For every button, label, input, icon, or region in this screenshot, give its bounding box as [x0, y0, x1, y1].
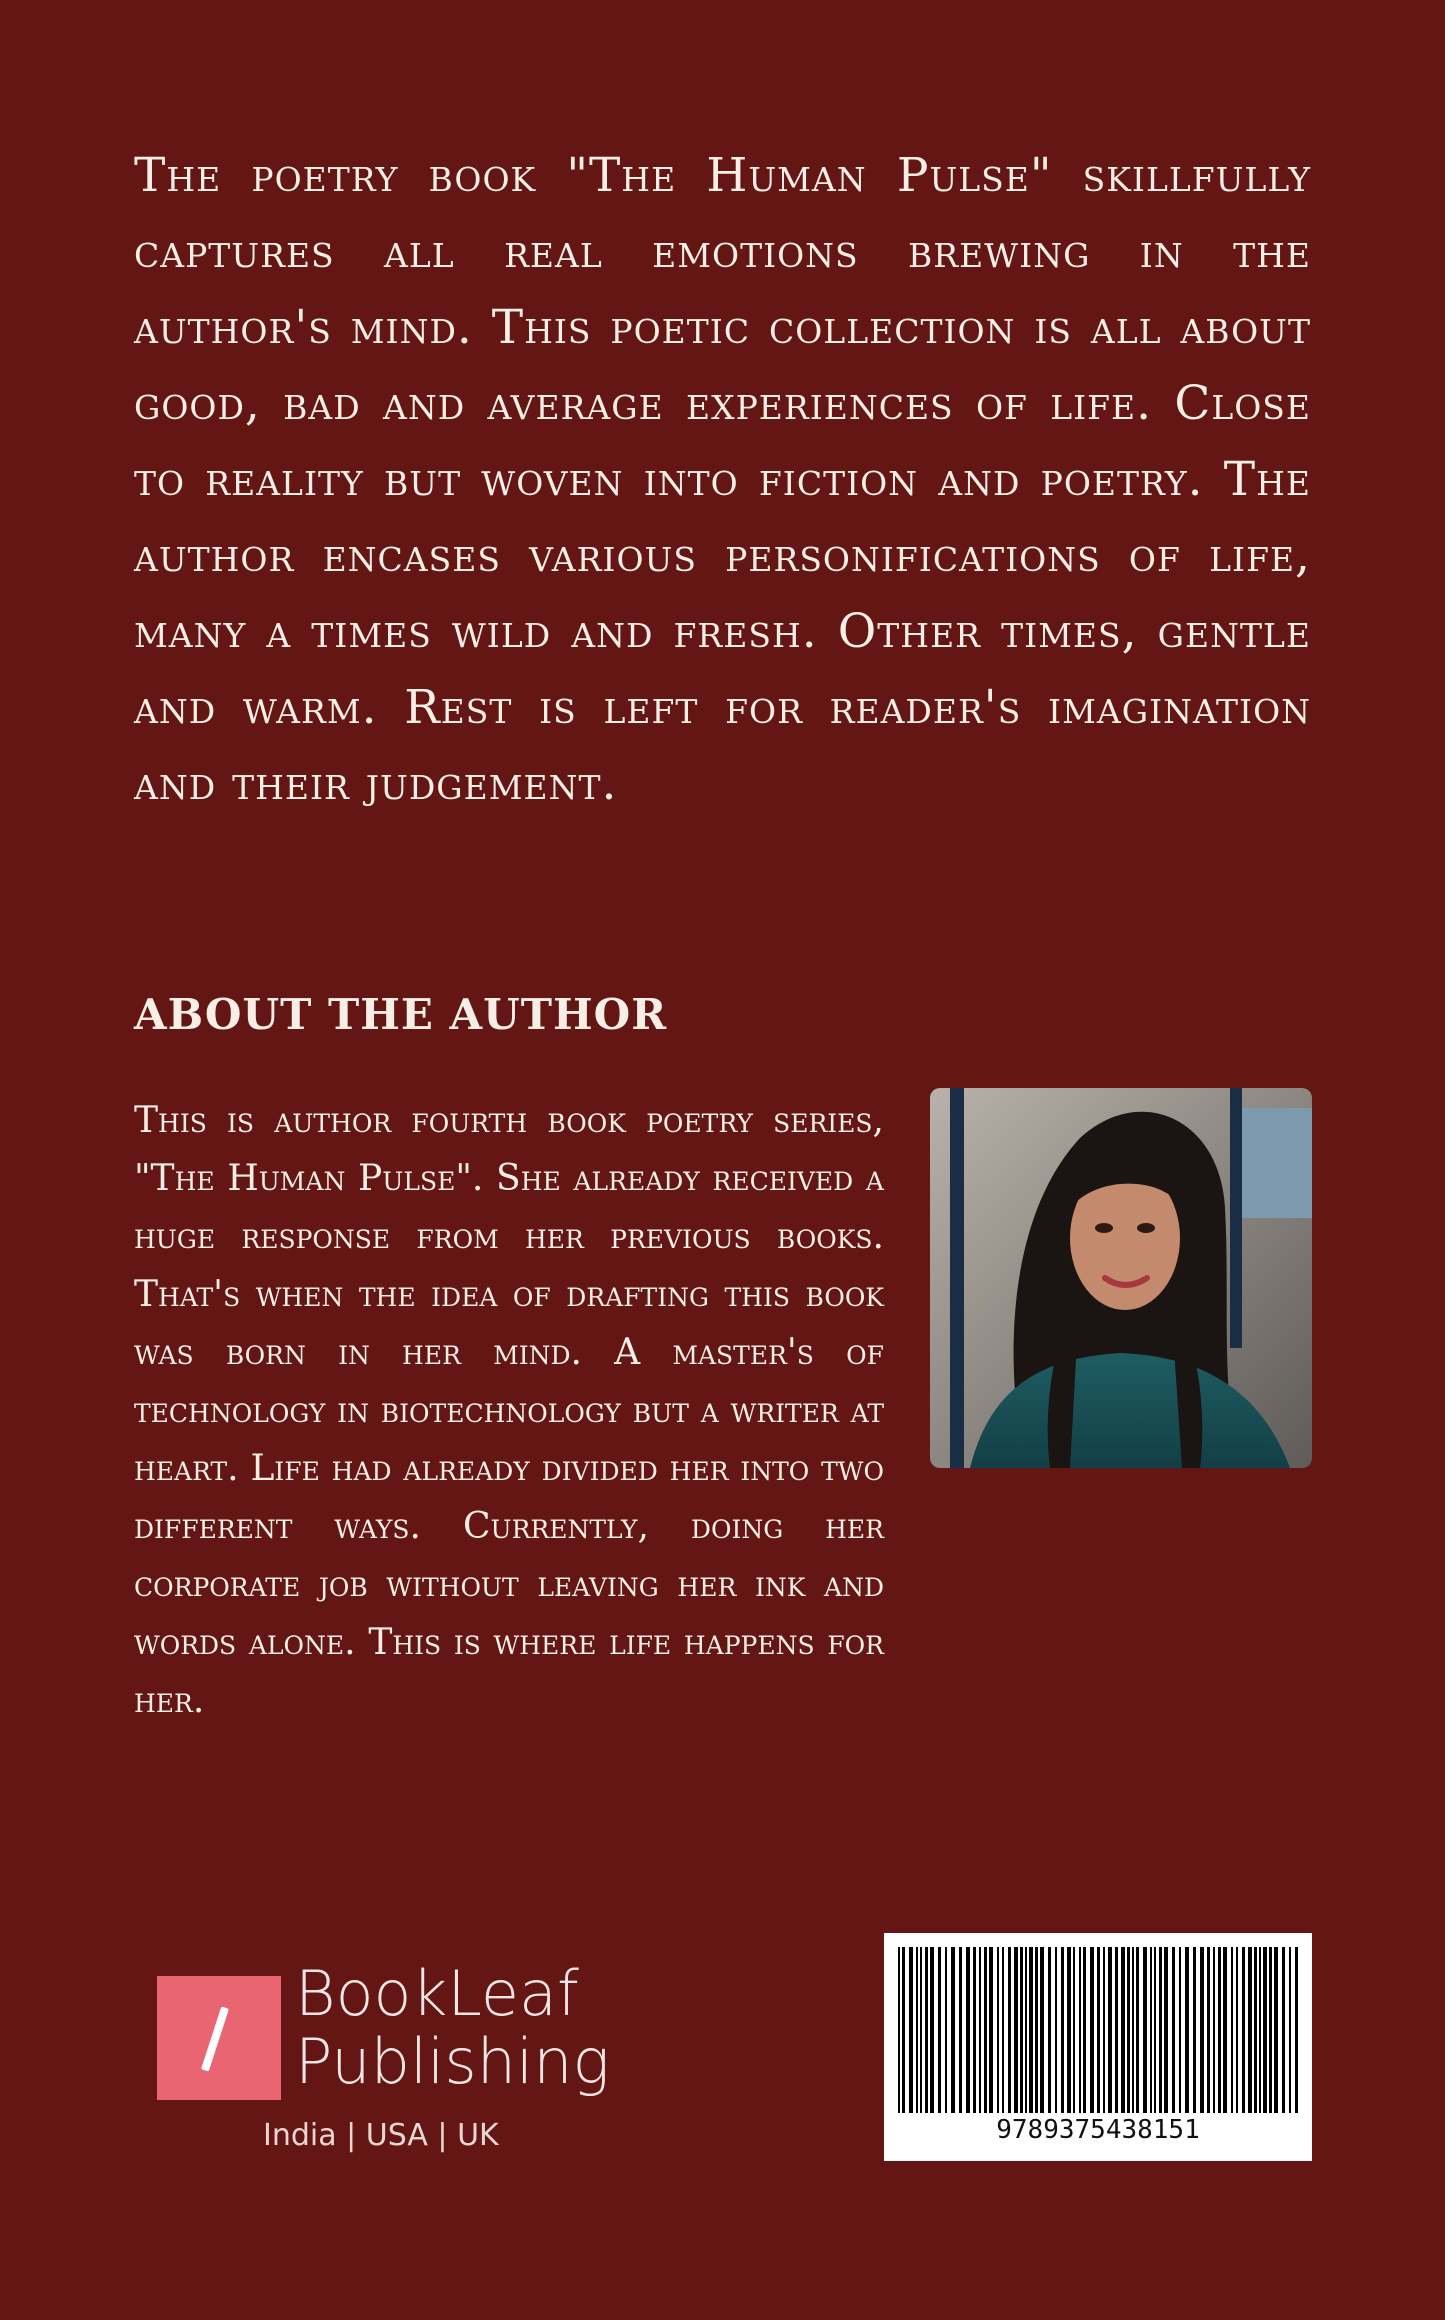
publisher-name-line2: Publishing [295, 2025, 610, 2098]
author-portrait-icon [930, 1088, 1312, 1468]
barcode-icon [884, 1933, 1312, 2113]
isbn-barcode [884, 1933, 1312, 2161]
bookleaf-publishing-logo [157, 1957, 617, 2153]
bookleaf-logo-icon [157, 1976, 281, 2100]
isbn-number: 9789375438151 [996, 2115, 1200, 2145]
author-photo [930, 1088, 1312, 1468]
publisher-name-line1: BookLeaf [295, 1957, 579, 2030]
publisher-name [295, 1957, 610, 2098]
book-blurb: The poetry book "The Human Pulse" skillfully captures all real emotions brewing in the author's mind. This poetic collection is all about good, bad and average experiences of life. Close to reality but woven into fiction and poetry. The author encases various personifications of life, many a times wild and fresh. Other times, gentle and warm. Rest is left for reader's imagination and their judgement. [134, 148, 1311, 811]
author-bio: This is author fourth book poetry series, "The Human Pulse". She already received a huge response from her previous books. That's when the idea of drafting this book was born in her mind. A master's of technology in biotechnology but a writer at heart. Life had already divided her into two different ways. Currently, doing her corporate job without leaving her ink and words alone. This is where life happens for her. [134, 1100, 884, 1721]
publisher-regions: India | USA | UK [263, 2118, 499, 2153]
about-author-heading: ABOUT THE AUTHOR [134, 990, 668, 1039]
